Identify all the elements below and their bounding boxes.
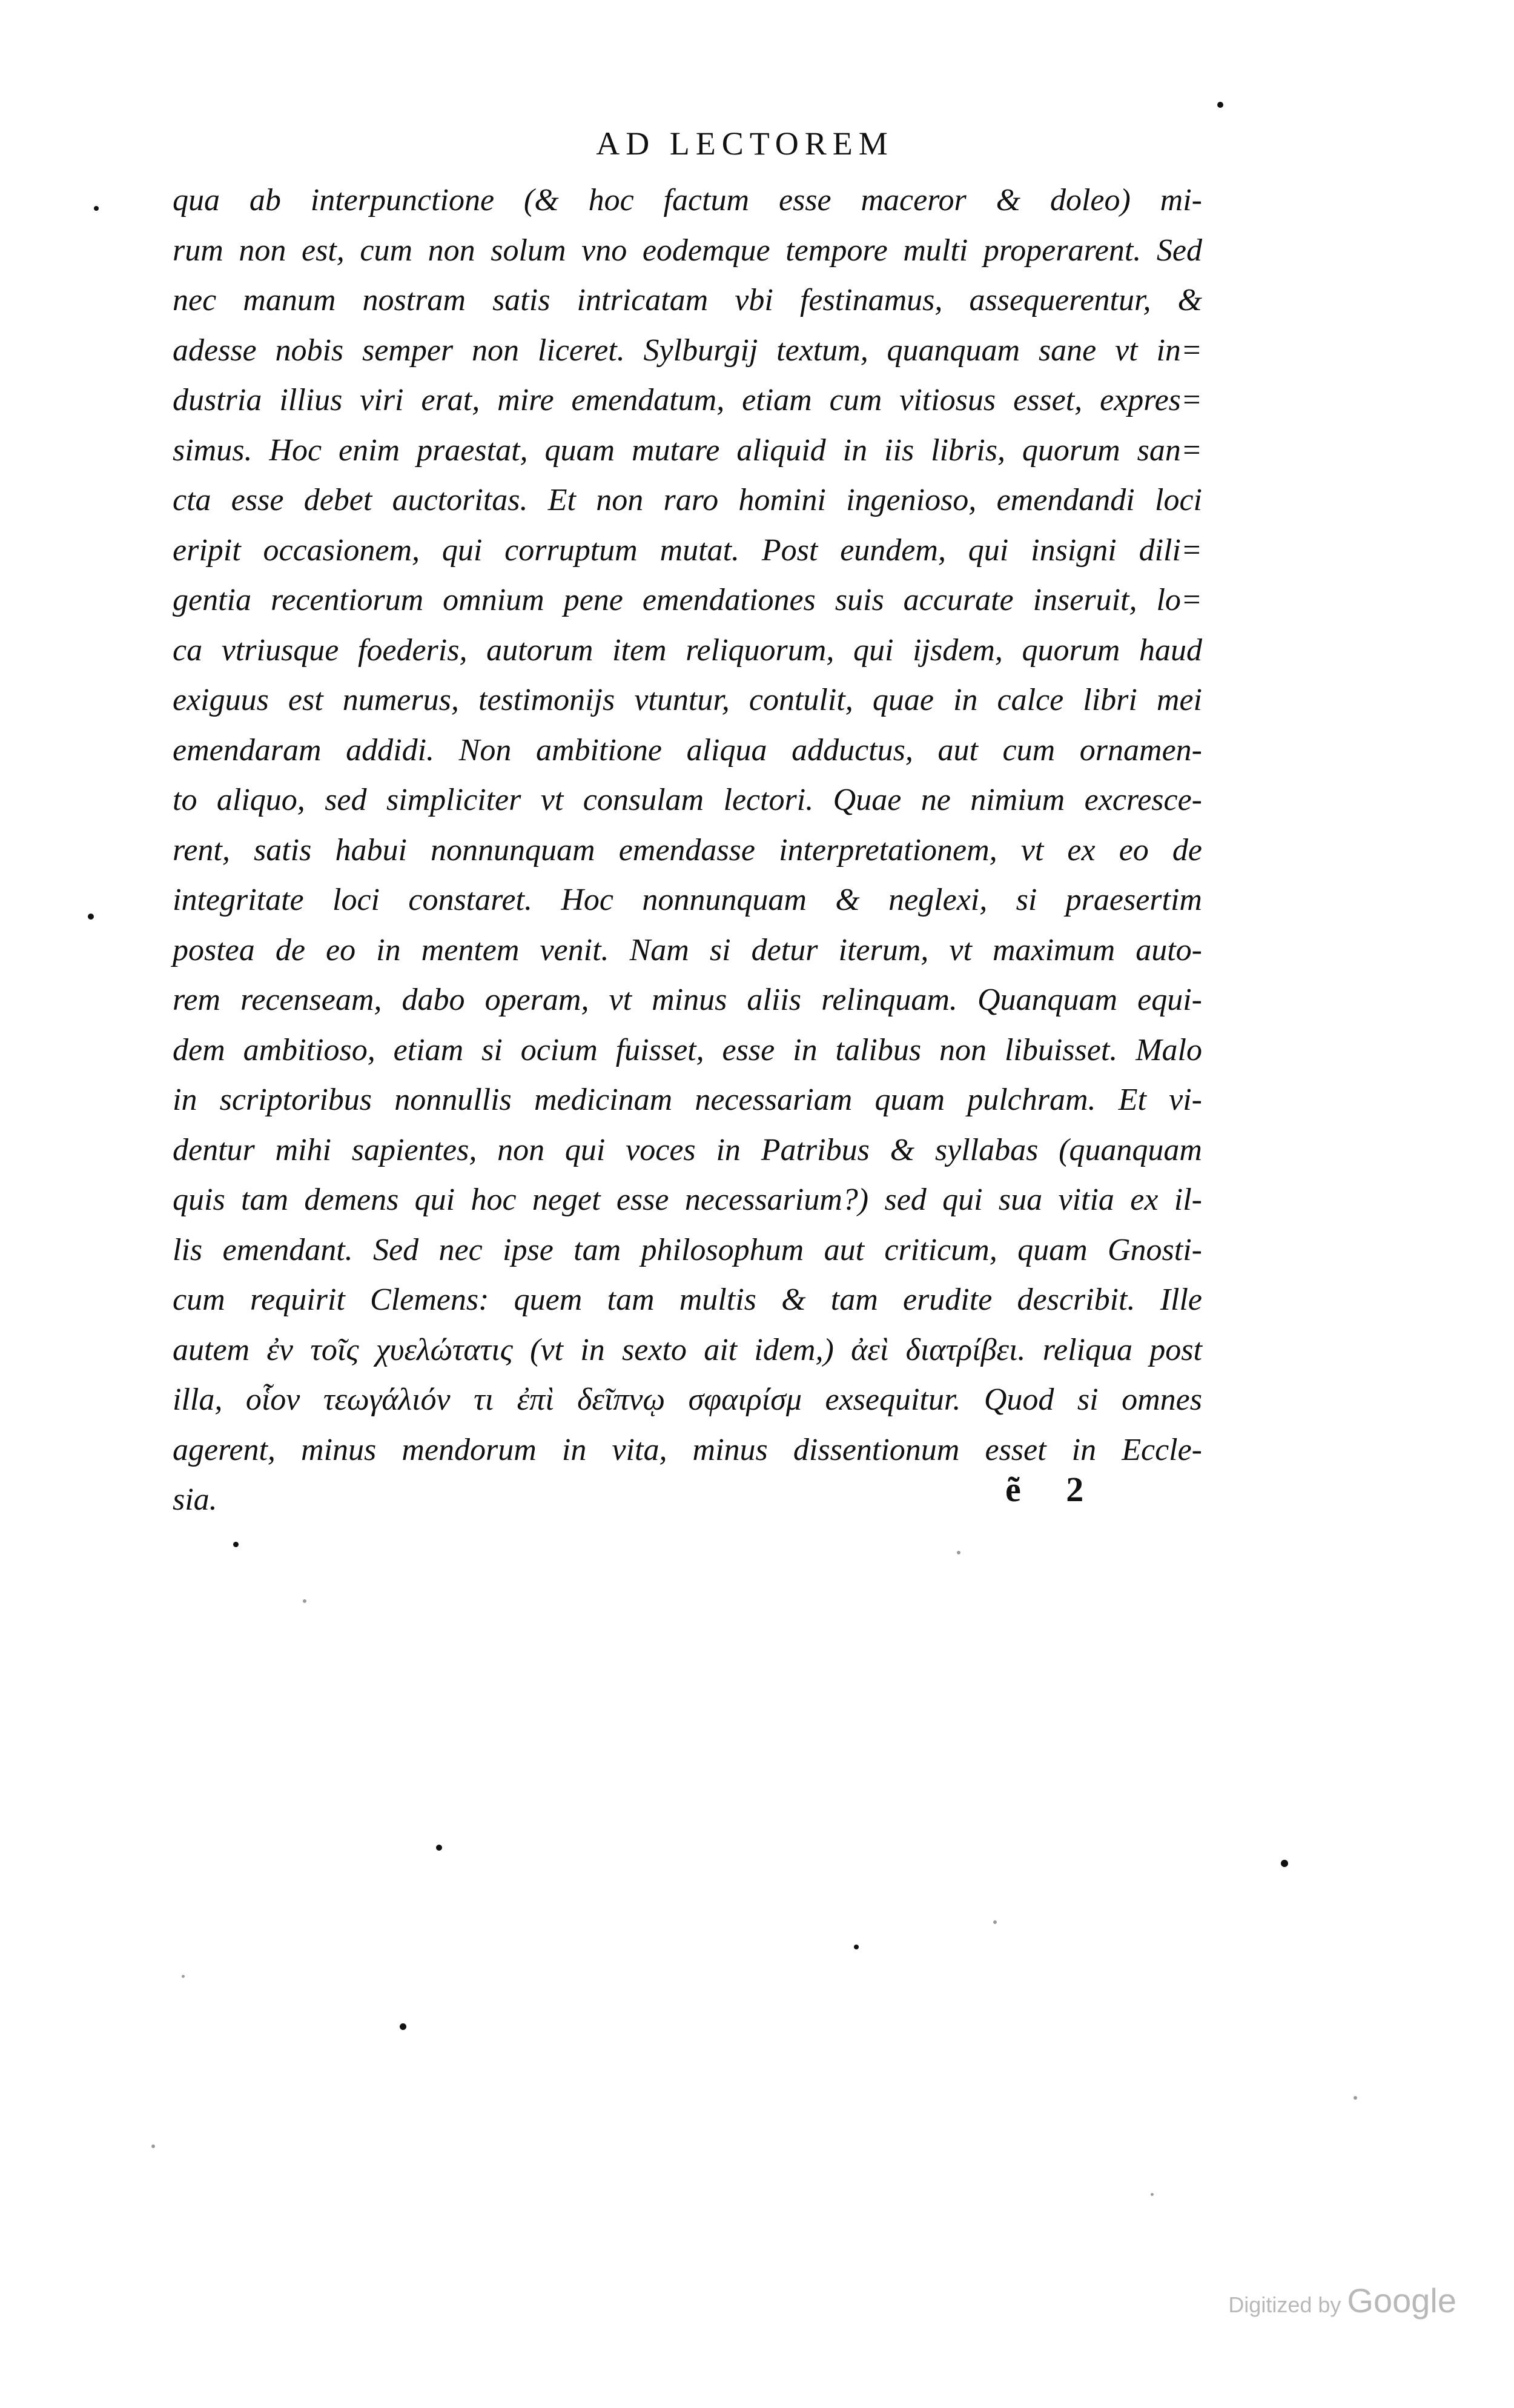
text-line: ca vtriusque foederis, autorum item reliquorum, qui ijsdem, quorum haud [173,632,1202,668]
scan-speck [233,1542,239,1547]
text-line: in scriptoribus nonnullis medicinam necessariam quam pulchram. Et vi- [173,1083,1202,1117]
digitized-watermark [1228,2281,1456,2320]
scan-speck [1217,102,1223,108]
text-line: rem recenseam, dabo operam, vt minus aliis relinquam. Quanquam equi- [173,983,1202,1017]
text-line: simus. Hoc enim praestat, quam mutare aliquid in iis libris, quorum san= [173,433,1202,468]
text-line: cum requirit Clemens: quem tam multis & tam erudite describit. Ille [173,1282,1202,1317]
scan-speck [993,1920,997,1924]
scan-speck [303,1599,306,1603]
watermark-prefix: Digitized by [1228,2292,1341,2317]
scan-speck [94,206,99,211]
text-line: dentur mihi sapientes, non qui voces in Patribus & syllabas (quanquam [173,1132,1202,1167]
text-line: lis emendant. Sed nec ipse tam philosophum aut criticum, quam Gnosti- [173,1232,1202,1267]
signature-mark: ẽ 2 [1005,1470,1102,1509]
text-line: nec manum nostram satis intricatam vbi festinamus, assequerentur, & [173,283,1202,317]
text-line: cta esse debet auctoritas. Et non raro homini ingenioso, emendandi loci [173,483,1202,517]
scan-speck [436,1845,442,1851]
text-line: emendaram addidi. Non ambitione aliqua adductus, aut cum ornamen- [173,732,1202,768]
scan-speck [182,1975,185,1978]
scan-speck [854,1945,859,1949]
text-line: eripit occasionem, qui corruptum mutat. Post eundem, qui insigni dili= [173,532,1202,568]
text-line: quis tam demens qui hoc neget esse necessarium?) sed qui sua vitia ex il- [173,1182,1202,1217]
text-line: qua ab interpunctione (& hoc factum esse maceror & doleo) mi- [173,183,1202,217]
text-line: sia. [173,1482,217,1517]
scan-speck [400,2023,406,2030]
body-text [173,176,1202,1525]
text-line: dustria illius viri erat, mire emendatum, etiam cum vitiosus esset, expres= [173,383,1202,417]
scan-speck [1151,2193,1154,2196]
text-line: to aliquo, sed simpliciter vt consulam lectori. Quae ne nimium excresce- [173,783,1202,817]
scan-speck [151,2144,155,2148]
text-line: adesse nobis semper non liceret. Sylburgij textum, quanquam sane vt in= [173,333,1202,368]
watermark-brand: Google [1347,2281,1456,2320]
text-line: rent, satis habui nonnunquam emendasse interpretationem, vt ex eo de [173,832,1202,867]
text-line: rum non est, cum non solum vno eodemque tempore multi properarent. Sed [173,233,1202,268]
text-line: integritate loci constaret. Hoc nonnunquam & neglexi, si praesertim [173,883,1202,917]
text-line: postea de eo in mentem venit. Nam si detur iterum, vt maximum auto- [173,932,1202,967]
text-line: gentia recentiorum omnium pene emendationes suis accurate inseruit, lo= [173,583,1202,617]
scan-speck [1354,2096,1357,2100]
scan-speck [88,914,94,920]
text-line: dem ambitioso, etiam si ocium fuisset, esse in talibus non libuisset. Malo [173,1032,1202,1067]
text-line: autem ἐν τοῖς χυελώτατις (vt in sexto ait idem,) ἀεὶ διατρίβει. reliqua post [173,1332,1202,1367]
text-line: illa, οἷον τεωγάλιόν τι ἐπὶ δεῖπνῳ σφαιρίσμ exsequitur. Quod si omnes [173,1382,1202,1417]
text-line: agerent, minus mendorum in vita, minus dissentionum esset in Eccle- [173,1432,1202,1467]
scan-speck [1281,1860,1288,1867]
text-line: exiguus est numerus, testimonijs vtuntur, contulit, quae in calce libri mei [173,683,1202,717]
scan-speck [957,1551,960,1554]
running-head: AD LECTOREM [596,125,894,162]
